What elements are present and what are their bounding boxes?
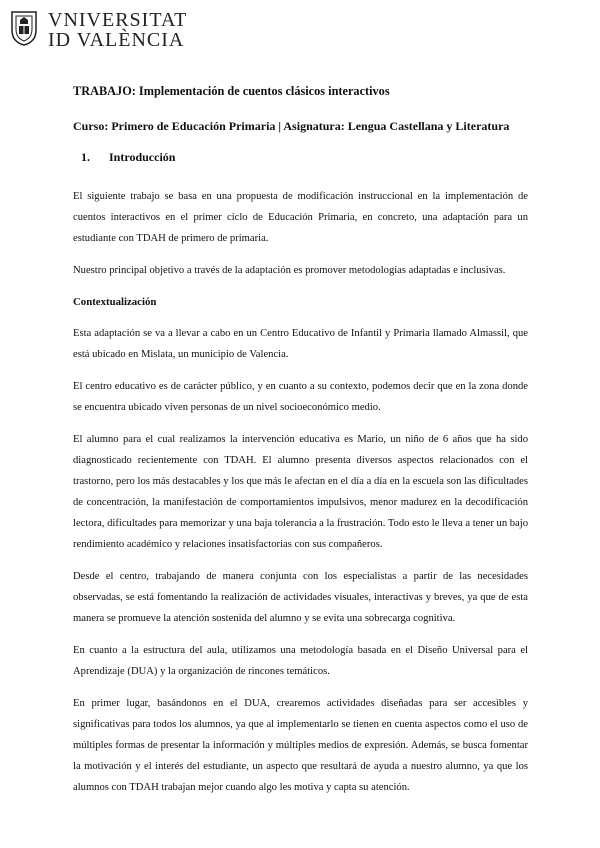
document-title: TRABAJO: Implementación de cuentos clásicos interactivos xyxy=(73,84,390,98)
paragraph-7: En cuanto a la estructura del aula, utilizamos una metodología basada en el Diseño Universal para el Aprendizaje (DUA) y la organización de rincones temáticos. xyxy=(73,645,528,677)
paragraph-2: Nuestro principal objetivo a través de la adaptación es promover metodologías adaptadas e inclusivas. xyxy=(73,265,506,276)
paragraph-3: Esta adaptación se va a llevar a cabo en un Centro Educativo de Infantil y Primaria llamado Almassil, que está ubicado en Mislata, un municipio de Valencia. xyxy=(73,328,528,360)
logo-line-2: ID VALÈNCIA xyxy=(48,29,185,51)
section-heading xyxy=(81,150,528,165)
subheading-contextualizacion: Contextualización xyxy=(73,296,157,308)
paragraph-8: En primer lugar, basándonos en el DUA, crearemos actividades diseñadas para ser accesibles y significativas para todos los alumnos, ya que al implementarlo se tienen en cuenta aspectos como el uso de múltiples formas de presentar la información y múltiples medios de expresión. Además, se busca fomentar la motivación y el interés del estudiante, un aspecto que resultará de ayuda a nuestro alumno, ya que los alumnos con TDAH trabajan mejor cuando algo les motiva y capta su atención. xyxy=(73,698,528,793)
course-line: Curso: Primero de Educación Primaria | Asignatura: Lengua Castellana y Literatura xyxy=(73,119,510,133)
paragraph-4: El centro educativo es de carácter público, y en cuanto a su contexto, podemos decir que en la zona donde se encuentra ubicado viven personas de un nivel socioeconómico medio. xyxy=(73,381,528,413)
paragraph-5: El alumno para el cual realizamos la intervención educativa es Mario, un niño de 6 años que ha sido diagnosticado recientemente con TDAH. El alumno presenta diversos aspectos relacionados con el trastorno, pero los más destacables y los que más le afectan en el día a día en la escuela son las dificultades de concentración, la manifestación de comportamientos impulsivos, menor madurez en la decodificación lectora, dificultades para memorizar y una baja tolerancia a la frustración. Todo esto le lleva a tener un bajo rendimiento académico y relaciones insatisfactorias con sus compañeros. xyxy=(73,434,528,550)
logo-wordmark xyxy=(48,10,187,50)
paragraph-6: Desde el centro, trabajando de manera conjunta con los especialistas a partir de las necesidades observadas, se está fomentando la realización de actividades visuales, interactivas y breves, ya que de esta manera se promueve la atención sostenida del alumno y se evita una sobrecarga cognitiva. xyxy=(73,571,528,624)
paragraph-1: El siguiente trabajo se basa en una propuesta de modificación instruccional en la implementación de cuentos interactivos en el primer ciclo de Educación Primaria, en concreto, una adaptación para un estudiante con TDAH de primero de primaria. xyxy=(73,191,528,244)
university-logo xyxy=(8,6,188,51)
document-body xyxy=(73,84,528,809)
section-number: 1. xyxy=(81,150,90,164)
university-seal-icon xyxy=(10,10,38,46)
logo-line-1: VNIVERSITAT xyxy=(48,9,188,31)
section-title: Introducción xyxy=(109,150,176,164)
